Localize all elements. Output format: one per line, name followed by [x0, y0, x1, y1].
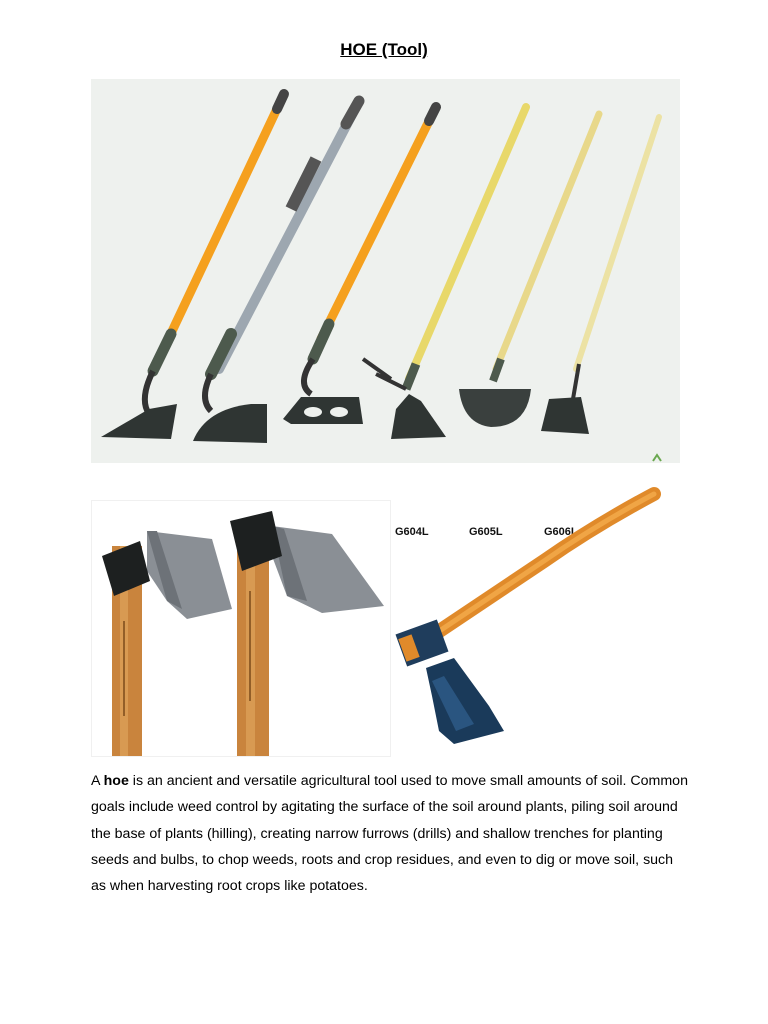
hoe-g606l: [541, 117, 659, 434]
hoe-catalog-illustration: [91, 79, 680, 463]
hoe-g602l: [193, 101, 359, 443]
product-code-label: G605L: [469, 526, 503, 538]
hoe-heads-photo: [91, 500, 391, 757]
description-paragraph: [91, 768, 691, 899]
curved-hoe-illustration: [394, 486, 664, 748]
paragraph-body: is an ancient and versatile agricultural tool used to move small amounts of soil. Common goals include weed control by agitating the surface of the soil around plants, piling soil around the base of plants (hilling), creating narrow furrows (drills) and shallow trenches for planting seeds and bulbs, to chop weeds, roots and crop residues, and even to dig or move soil, such as when harvesting root crops like potatoes.: [91, 773, 688, 895]
hoe-g601l: [101, 94, 284, 439]
hoe-with-curved-handle-photo: [394, 486, 664, 748]
paragraph-keyword: hoe: [103, 773, 129, 789]
product-code-label: G604L: [395, 526, 429, 538]
hoe-catalog-image: [91, 79, 680, 538]
paragraph-prefix: A: [91, 773, 104, 789]
page-title: HOE (Tool): [340, 40, 428, 59]
product-code-label: G606L: [544, 526, 578, 538]
hoe-heads-illustration: [92, 501, 390, 756]
